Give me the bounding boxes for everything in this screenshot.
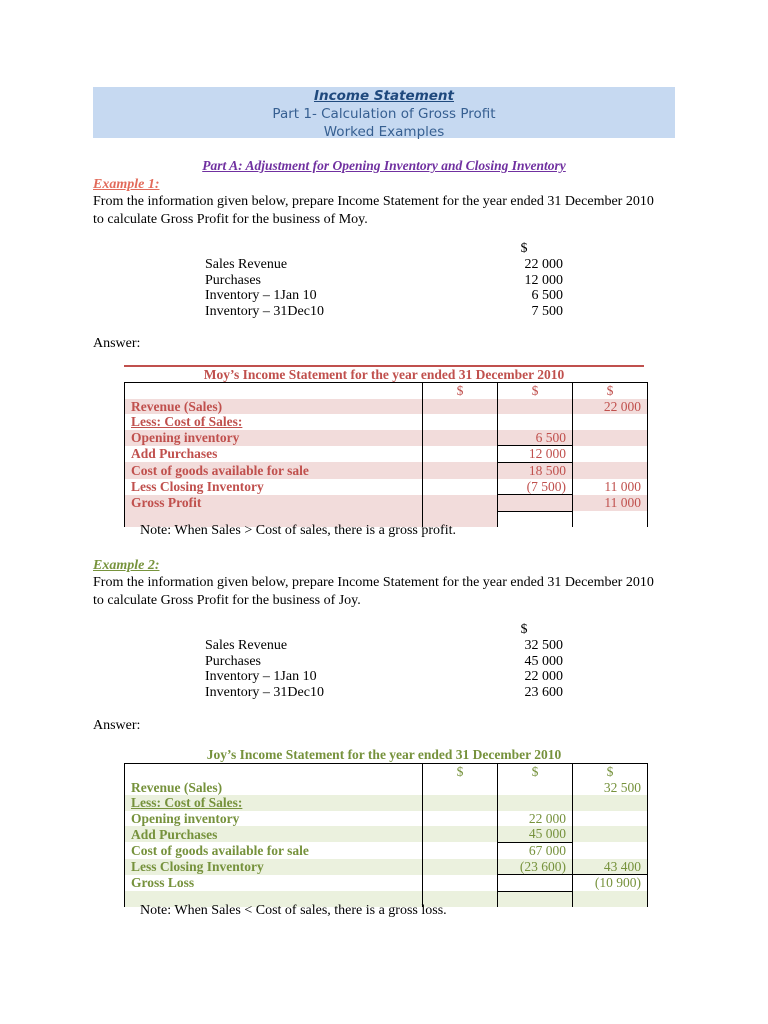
example2-line1: From the information given below, prepare Income Statement for the year ended 31 December 2010 (93, 575, 654, 590)
currency-header: $ (573, 764, 648, 780)
part-a-heading: Part A: Adjustment for Opening Inventory and Closing Inventory (202, 158, 566, 173)
table-row: Less Closing Inventory (7 500) 11 000 (125, 479, 648, 495)
example2-note: Note: When Sales < Cost of sales, there is a gross loss. (140, 903, 447, 918)
example1-income-statement-table (124, 382, 648, 527)
given-item-value: 6 500 (531, 288, 563, 303)
given-item-label: Inventory – 31Dec10 (205, 684, 324, 700)
example2-given-labels (205, 638, 324, 700)
currency-header: $ (498, 764, 573, 780)
table-header-row (125, 764, 648, 780)
example2-table-title: Joy’s Income Statement for the year ended 31 December 2010 (206, 747, 562, 762)
given-item-value: 45 000 (524, 653, 563, 669)
example1-given-values (480, 257, 563, 319)
table-row: Gross Profit 11 000 (125, 495, 648, 512)
given-item-label: Inventory – 1Jan 10 (205, 288, 317, 303)
table-row: Revenue (Sales) 32 500 (125, 780, 648, 796)
table-row: Add Purchases 12 000 (125, 446, 648, 463)
table-row: Cost of goods available for sale 67 000 (125, 842, 648, 858)
example2-answer-label: Answer: (93, 718, 141, 733)
given-item-label: Purchases (205, 272, 261, 288)
example1-line1: From the information given below, prepare Income Statement for the year ended 31 December 2010 (93, 194, 654, 209)
document-subtitle-2: Worked Examples (323, 124, 445, 140)
given-item-value: 23 600 (524, 684, 563, 700)
currency-header: $ (498, 383, 573, 399)
table-row: Cost of goods available for sale 18 500 (125, 462, 648, 478)
table-row: Less: Cost of Sales: (125, 795, 648, 811)
example1-given-labels (205, 257, 324, 319)
currency-header: $ (423, 764, 498, 780)
table-header-row (125, 383, 648, 399)
given-item-value: 32 500 (524, 638, 563, 653)
example1-currency: $ (520, 241, 528, 256)
table-row: Less Closing Inventory (23 600) 43 400 (125, 859, 648, 875)
given-item-value: 12 000 (524, 272, 563, 288)
currency-header: $ (423, 383, 498, 399)
example1-instructions (93, 193, 673, 229)
example1-note: Note: When Sales > Cost of sales, there is a gross profit. (140, 523, 456, 538)
currency-header: $ (573, 383, 648, 399)
given-item-label: Inventory – 31Dec10 (205, 303, 324, 319)
given-item-label: Inventory – 1Jan 10 (205, 669, 317, 684)
given-item-label: Sales Revenue (205, 257, 288, 272)
table-row: Opening inventory 22 000 (125, 811, 648, 827)
example2-currency: $ (520, 622, 528, 637)
given-item-label: Sales Revenue (205, 638, 288, 653)
table-row: Gross Loss (10 900) (125, 875, 648, 892)
document-header (93, 87, 675, 138)
table-row: Opening inventory 6 500 (125, 430, 648, 446)
given-item-value: 7 500 (531, 303, 563, 319)
example2-label: Example 2: (93, 558, 160, 573)
example2-income-statement-table (124, 763, 648, 907)
example2-given-values (480, 638, 563, 700)
document-title: Income Statement (313, 88, 455, 104)
example1-answer-label: Answer: (93, 336, 141, 351)
table-row: Add Purchases 45 000 (125, 826, 648, 842)
table-row: Revenue (Sales) 22 000 (125, 399, 648, 415)
example2-instructions (93, 574, 673, 610)
example1-table-title: Moy’s Income Statement for the year ended 31 December 2010 (203, 367, 565, 382)
table-row: Less: Cost of Sales: (125, 414, 648, 430)
given-item-value: 22 000 (524, 257, 563, 272)
given-item-value: 22 000 (524, 669, 563, 684)
example1-label: Example 1: (93, 177, 160, 192)
example1-line2: to calculate Gross Profit for the business of Moy. (93, 212, 368, 227)
example2-line2: to calculate Gross Profit for the business of Joy. (93, 593, 361, 608)
document-subtitle: Part 1- Calculation of Gross Profit (272, 106, 496, 122)
given-item-label: Purchases (205, 653, 261, 669)
